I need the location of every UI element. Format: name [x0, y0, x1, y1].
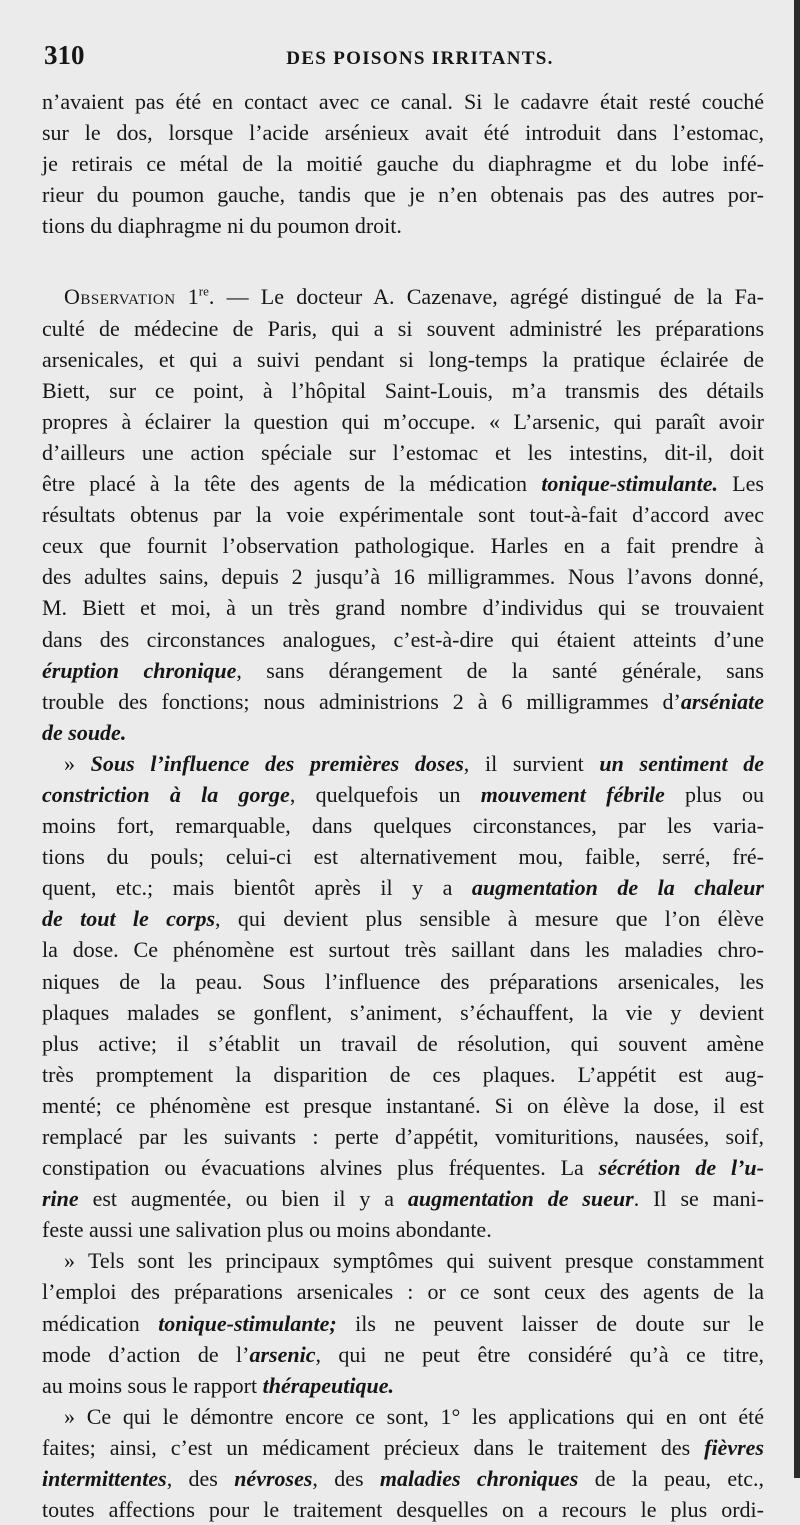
text-line: ceux que fournit l’observation pathologique. Harles en a fait prendre à	[42, 533, 764, 559]
text-line: sur le dos, lorsque l’acide arsénieux avait été introduit dans l’estomac,	[42, 120, 764, 146]
text-line: rieur du poumon gauche, tandis que je n’en obtenais pas des autres por-	[42, 182, 764, 208]
italic-run: constriction à la gorge	[42, 781, 290, 807]
text-line: » Ce qui le démontre encore ce sont, 1° les applications qui en ont été	[64, 1403, 764, 1429]
text-line	[42, 1432, 764, 1463]
text-run: est augmentée, ou bien il y a	[78, 1186, 408, 1212]
italic-run: intermittentes	[42, 1466, 167, 1492]
text-run: Les	[717, 471, 764, 497]
text-line: la dose. Ce phénomène est surtout très saillant dans les maladies chro-	[42, 937, 764, 963]
text-line	[42, 1183, 764, 1214]
running-title: DES POISONS IRRITANTS.	[286, 48, 554, 69]
text-run: »	[64, 750, 91, 776]
italic-run: augmentation de sueur	[407, 1186, 634, 1212]
text-run: au moins sous le rapport	[42, 1372, 263, 1398]
observation-number-sup: re	[198, 284, 209, 300]
text-line: moins fort, remarquable, dans quelques circonstances, par les varia-	[42, 813, 764, 839]
text-line: » Tels sont les principaux symptômes qui suivent presque constamment	[64, 1248, 764, 1274]
text-line: résultats obtenus par la voie expérimentale sont tout-à-fait d’accord avec	[42, 502, 764, 528]
text-run: de la peau, etc.,	[578, 1466, 765, 1492]
text-line	[42, 903, 764, 934]
text-line	[42, 1339, 764, 1370]
text-line	[42, 1152, 764, 1183]
page-header	[44, 40, 766, 76]
text-run: , des	[312, 1466, 380, 1492]
text-run: , quelquefois un	[289, 781, 481, 807]
italic-run: tonique-stimulante.	[541, 471, 718, 497]
italic-run: mouvement fébrile	[480, 781, 665, 807]
italic-run: sécrétion de l’u-	[598, 1155, 764, 1181]
text-line	[42, 655, 764, 686]
text-run: , qui devient plus sensible à mesure que l’on élève	[215, 906, 764, 932]
italic-run: rine	[42, 1186, 79, 1212]
text-line: culté de médecine de Paris, qui a si souvent administré les préparations	[42, 315, 764, 341]
text-line: feste aussi une salivation plus ou moins abondante.	[42, 1217, 492, 1243]
text-run: médication	[42, 1310, 159, 1336]
text-run: trouble des fonctions; nous administrions 2 à 6 milligrammes d’	[42, 688, 681, 714]
observation-label: Observation	[64, 284, 176, 310]
text-line: d’ailleurs une action spéciale sur l’estomac et les intestins, dit-il, doit	[42, 439, 764, 465]
text-line: remplacé par les suivants : perte d’appétit, vomituritions, nausées, soif,	[42, 1124, 764, 1149]
italic-run: tonique-stimulante;	[158, 1310, 337, 1336]
text-line: l’emploi des préparations arsenicales : or ce sont ceux des agents de la	[42, 1279, 764, 1305]
italic-run: arséniate	[680, 688, 764, 714]
text-line: tions du diaphragme ni du poumon droit.	[42, 213, 402, 239]
text-line	[42, 1463, 764, 1494]
italic-run: de soude.	[42, 719, 127, 745]
italic-run: fièvres	[704, 1434, 764, 1460]
text-line: menté; ce phénomène est presque instantané. Si on élève la dose, il est	[42, 1092, 764, 1118]
text-run: , il survient	[463, 750, 600, 776]
italic-run: maladies chroniques	[379, 1466, 579, 1492]
text-line: des adultes sains, depuis 2 jusqu’à 16 milligrammes. Nous l’avons donné,	[42, 564, 764, 590]
text-line: Biett, sur ce point, à l’hôpital Saint-Louis, m’a transmis des détails	[42, 377, 764, 403]
text-run: , sans dérangement de la santé générale, sans	[236, 657, 764, 683]
text-line: plus active; il s’établit un travail de résolution, qui souvent amène	[42, 1030, 764, 1056]
italic-run: thérapeutique.	[262, 1372, 394, 1398]
page-body	[42, 86, 764, 1525]
text-line: n’avaient pas été en contact avec ce canal. Si le cadavre était resté couché	[42, 89, 764, 114]
text-line	[42, 1308, 764, 1339]
text-run: constipation ou évacuations alvines plus fréquentes. La	[42, 1155, 599, 1181]
text-line: niques de la peau. Sous l’influence des préparations arsenicales, les	[42, 968, 764, 994]
page-number: 310	[44, 40, 85, 70]
text-line	[42, 779, 764, 810]
text-line: arsenicales, et qui a suivi pendant si long-temps la pratique éclairée de	[42, 346, 764, 372]
text-run: . — Le docteur A. Cazenave, agrégé distingué de la Fa-	[208, 284, 765, 310]
text-line: propres à éclairer la question qui m’occupe. « L’arsenic, qui paraît avoir	[42, 408, 764, 434]
text-line: M. Biett et moi, à un très grand nombre d’individus qui se trouvaient	[42, 595, 764, 621]
italic-run: névroses	[234, 1466, 313, 1492]
text-line: toutes affections pour le traitement desquelles on a recours le plus ordi-	[42, 1497, 764, 1523]
text-line: je retirais ce métal de la moitié gauche du diaphragme et du lobe infé-	[42, 151, 764, 177]
page-edge-shadow	[794, 0, 800, 1478]
text-run: quent, etc.; mais bientôt après il y a	[42, 875, 472, 901]
paragraph-gap	[42, 241, 764, 281]
text-line	[42, 872, 764, 903]
text-line	[42, 468, 764, 499]
italic-run: éruption chronique	[42, 657, 237, 683]
text-line	[42, 717, 764, 748]
italic-run: augmentation de la chaleur	[471, 875, 764, 901]
text-line: très promptement la disparition de ces plaques. L’appétit est aug-	[42, 1061, 764, 1087]
text-line	[42, 748, 764, 779]
italic-run: arsenic	[249, 1341, 316, 1367]
text-line: plaques malades se gonflent, s’animent, s’échauffent, la vie y devient	[42, 999, 764, 1025]
text-run: plus ou	[664, 781, 764, 807]
text-line	[42, 1370, 764, 1401]
text-run: ils ne peuvent laisser de doute sur le	[336, 1310, 764, 1336]
text-run: mode d’action de l’	[42, 1341, 250, 1367]
text-run: faites; ainsi, c’est un médicament précieux dans le traitement des	[42, 1434, 705, 1460]
italic-run: de tout le corps	[42, 906, 216, 932]
text-line	[42, 686, 764, 717]
italic-run: Sous l’influence des premières doses	[90, 750, 464, 776]
text-run: , qui ne peut être considéré qu’à ce titre,	[315, 1341, 764, 1367]
text-line: tions du pouls; celui-ci est alternativement mou, faible, serré, fré-	[42, 844, 764, 870]
text-line: dans des circonstances analogues, c’est-à-dire qui étaient atteints d’une	[42, 626, 764, 652]
text-run: , des	[166, 1466, 235, 1492]
text-run: . Il se mani-	[633, 1186, 764, 1212]
italic-run: un sentiment de	[599, 750, 764, 776]
text-run: être placé à la tête des agents de la médication	[42, 471, 542, 497]
observation-heading-line	[42, 281, 764, 312]
observation-number: 1	[187, 284, 199, 310]
